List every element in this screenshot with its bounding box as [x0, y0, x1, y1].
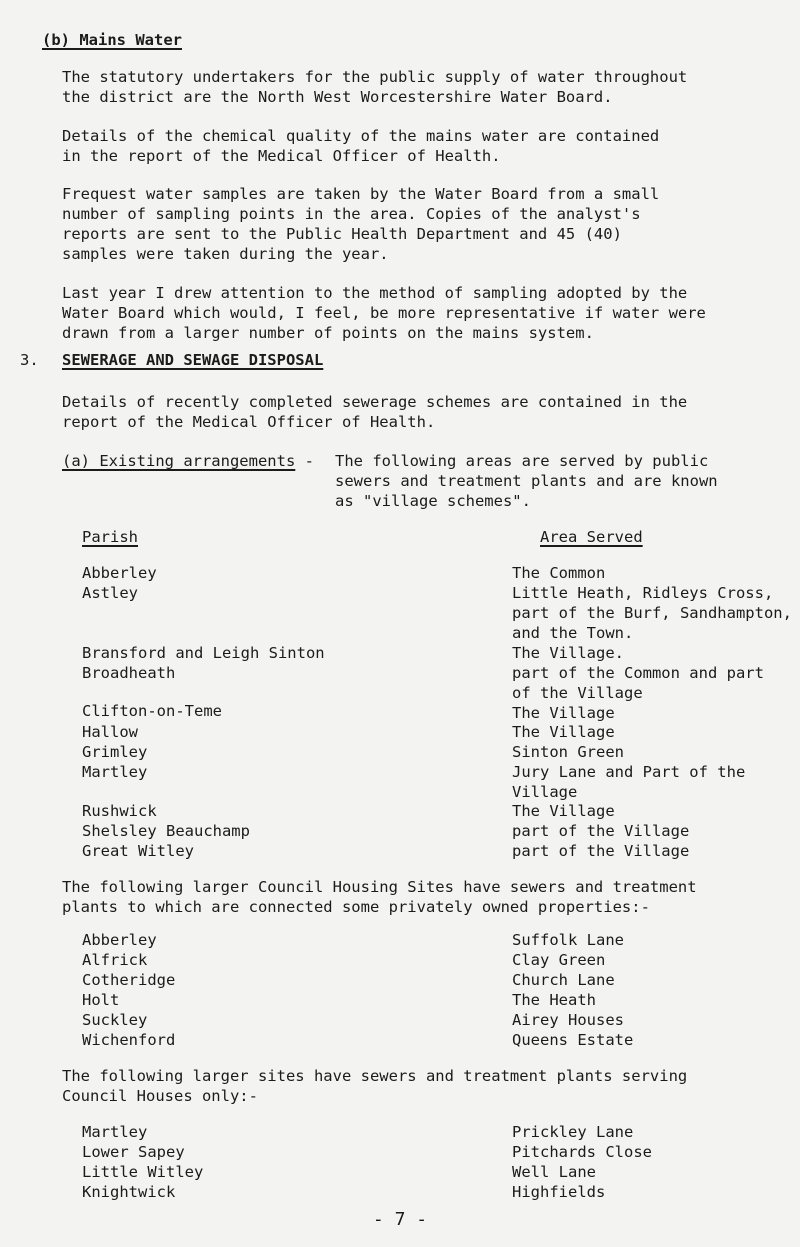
- text-line: in the report of the Medical Officer of Health.: [62, 147, 501, 165]
- section-b-heading: (b) Mains Water: [42, 31, 182, 49]
- area-cell: Village: [512, 783, 578, 801]
- site-cell: Queens Estate: [512, 1031, 634, 1049]
- place-cell: Suckley: [82, 1011, 148, 1029]
- area-cell: The Village: [512, 723, 615, 741]
- existing-arrangements-label: [62, 451, 314, 471]
- section-3-number: 3.: [20, 351, 39, 369]
- existing-dash: -: [304, 452, 314, 470]
- parish-cell: Bransford and Leigh Sinton: [82, 644, 325, 662]
- place-cell: Holt: [82, 991, 120, 1009]
- place-cell: Alfrick: [82, 951, 148, 969]
- site-cell: Clay Green: [512, 951, 606, 969]
- place-cell: Lower Sapey: [82, 1143, 185, 1161]
- area-cell: The Village.: [512, 644, 624, 662]
- text-line: number of sampling points in the area. Copies of the analyst's: [62, 205, 641, 223]
- site-cell: The Heath: [512, 991, 596, 1009]
- area-cell: and the Town.: [512, 624, 634, 642]
- parish-cell: Clifton-on-Teme: [82, 702, 222, 720]
- mains-water-para-3: [62, 184, 659, 264]
- sewerage-para-1: [62, 392, 687, 432]
- section-3-heading: SEWERAGE AND SEWAGE DISPOSAL: [62, 351, 324, 369]
- area-served-column-header: Area Served: [540, 528, 643, 546]
- site-cell: Church Lane: [512, 971, 615, 989]
- area-cell: part of the Burf, Sandhampton,: [512, 604, 792, 622]
- area-cell: part of the Common and part: [512, 664, 764, 682]
- site-cell: Pitchards Close: [512, 1143, 652, 1161]
- parish-cell: Great Witley: [82, 842, 194, 860]
- parish-cell: Astley: [82, 584, 138, 602]
- text-line: report of the Medical Officer of Health.: [62, 413, 436, 431]
- text-line: Water Board which would, I feel, be more representative if water were: [62, 304, 706, 322]
- text-line: Details of recently completed sewerage schemes are contained in the: [62, 393, 688, 411]
- area-cell: The Common: [512, 564, 606, 582]
- area-cell: part of the Village: [512, 842, 690, 860]
- text-line: Council Houses only:-: [62, 1087, 258, 1105]
- parish-cell: Grimley: [82, 743, 148, 761]
- text-line: The following larger Council Housing Sites have sewers and treatment: [62, 878, 697, 896]
- council-only-intro: [62, 1066, 687, 1106]
- place-cell: Wichenford: [82, 1031, 176, 1049]
- mains-water-para-1: [62, 67, 687, 107]
- parish-cell: Shelsley Beauchamp: [82, 822, 250, 840]
- text-line: Details of the chemical quality of the mains water are contained: [62, 127, 660, 145]
- place-cell: Little Witley: [82, 1163, 204, 1181]
- text-line: The following areas are served by public: [335, 452, 709, 470]
- parish-cell: Rushwick: [82, 802, 157, 820]
- site-cell: Suffolk Lane: [512, 931, 624, 949]
- place-cell: Martley: [82, 1123, 148, 1141]
- text-line: plants to which are connected some privately owned properties:-: [62, 898, 650, 916]
- place-cell: Knightwick: [82, 1183, 176, 1201]
- existing-label: (a) Existing arrangements: [62, 452, 296, 470]
- text-line: The following larger sites have sewers and treatment plants serving: [62, 1067, 688, 1085]
- site-cell: Prickley Lane: [512, 1123, 634, 1141]
- place-cell: Cotheridge: [82, 971, 176, 989]
- text-line: Frequest water samples are taken by the Water Board from a small: [62, 185, 660, 203]
- page-number: - 7 -: [372, 1209, 428, 1230]
- area-cell: The Village: [512, 802, 615, 820]
- parish-column-header: Parish: [82, 528, 138, 546]
- area-cell: Sinton Green: [512, 743, 624, 761]
- place-cell: Abberley: [82, 931, 157, 949]
- text-line: drawn from a larger number of points on the mains system.: [62, 324, 594, 342]
- parish-cell: Abberley: [82, 564, 157, 582]
- mains-water-para-4: [62, 283, 706, 343]
- area-cell: part of the Village: [512, 822, 690, 840]
- site-cell: Highfields: [512, 1183, 606, 1201]
- existing-arrangements-text: [335, 451, 718, 511]
- area-cell: Jury Lane and Part of the: [512, 763, 746, 781]
- parish-cell: Martley: [82, 763, 148, 781]
- site-cell: Airey Houses: [512, 1011, 624, 1029]
- text-line: The statutory undertakers for the public supply of water throughout: [62, 68, 688, 86]
- area-cell: of the Village: [512, 684, 643, 702]
- area-cell: Little Heath, Ridleys Cross,: [512, 584, 774, 602]
- text-line: reports are sent to the Public Health Department and 45 (40): [62, 225, 622, 243]
- text-line: as "village schemes".: [335, 492, 531, 510]
- text-line: samples were taken during the year.: [62, 245, 389, 263]
- parish-cell: Hallow: [82, 723, 138, 741]
- site-cell: Well Lane: [512, 1163, 596, 1181]
- area-cell: The Village: [512, 704, 615, 722]
- text-line: Last year I drew attention to the method of sampling adopted by the: [62, 284, 688, 302]
- text-line: sewers and treatment plants and are known: [335, 472, 718, 490]
- larger-sites-intro: [62, 877, 697, 917]
- mains-water-para-2: [62, 126, 659, 166]
- text-line: the district are the North West Worcestershire Water Board.: [62, 88, 613, 106]
- parish-cell: Broadheath: [82, 664, 176, 682]
